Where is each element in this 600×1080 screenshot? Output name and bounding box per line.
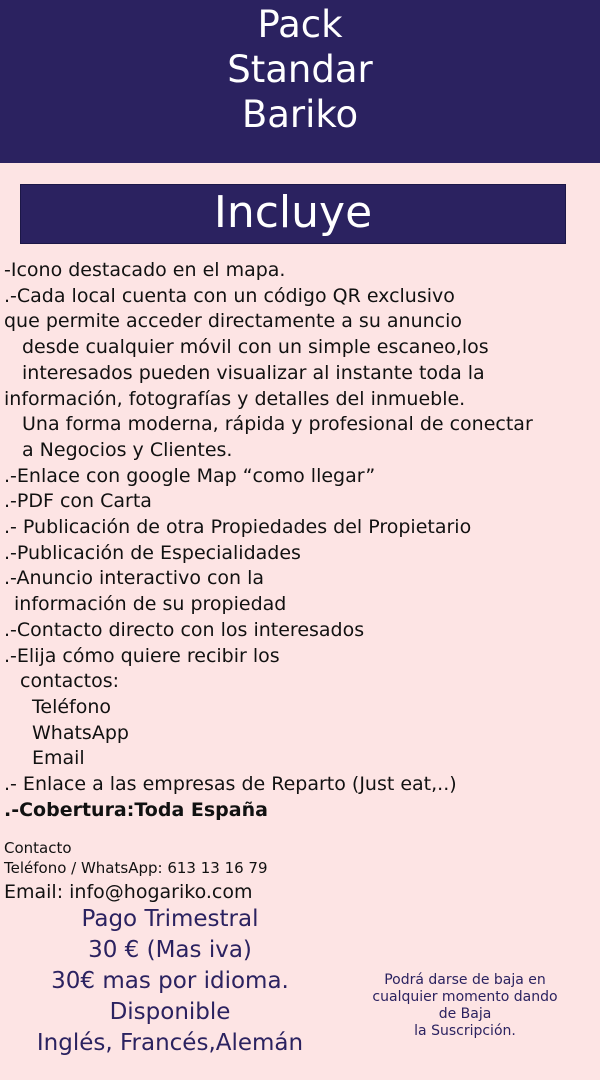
- feature-line: .-Cada local cuenta con un código QR exclusivo: [4, 284, 455, 307]
- feature-line: información de su propiedad: [14, 593, 287, 616]
- contact-label: Contacto: [4, 839, 72, 857]
- unsubscribe-line: Podrá darse de baja en: [384, 972, 546, 988]
- feature-line: información, fotografías y detalles del inmueble.: [4, 387, 466, 410]
- feature-line: contactos:: [20, 670, 120, 693]
- unsubscribe-line: la Suscripción.: [414, 1023, 516, 1039]
- unsubscribe-line: cualquier momento dando: [372, 989, 558, 1005]
- pricing-block: [0, 904, 340, 1059]
- feature-line: Una forma moderna, rápida y profesional de conectar: [22, 413, 533, 436]
- coverage-line: .-Cobertura:Toda España: [4, 798, 268, 821]
- includes-heading: Incluye: [20, 184, 566, 244]
- feature-line: interesados pueden visualizar al instante toda la: [22, 361, 485, 384]
- pricing-line: Pago Trimestral: [81, 906, 259, 932]
- pricing-line: Disponible: [109, 999, 231, 1025]
- pricing-line: Inglés, Francés,Alemán: [36, 1030, 304, 1056]
- pricing-line: 30€ mas por idioma.: [51, 968, 289, 994]
- feature-line: .- Enlace a las empresas de Reparto (Just eat,..): [4, 773, 457, 796]
- feature-line: que permite acceder directamente a su anuncio: [4, 310, 463, 333]
- feature-line: .-Enlace con google Map “como llegar”: [4, 464, 376, 487]
- contact-email: Email: info@hogariko.com: [4, 881, 253, 903]
- feature-line: .- Publicación de otra Propiedades del Propietario: [4, 516, 472, 539]
- feature-line: desde cualquier móvil con un simple escaneo,los: [22, 336, 489, 359]
- pricing-line: 30 € (Mas iva): [88, 937, 252, 963]
- header-title-line-2: Standar: [227, 48, 373, 91]
- header-banner: [0, 0, 600, 163]
- feature-line: .-Contacto directo con los interesados: [4, 618, 365, 641]
- feature-line: a Negocios y Clientes.: [22, 438, 233, 461]
- header-title-line-1: Pack: [257, 3, 343, 46]
- feature-line: -Icono destacado en el mapa.: [4, 259, 286, 281]
- feature-line: .-Elija cómo quiere recibir los: [4, 644, 280, 667]
- feature-line: .-Publicación de Especialidades: [4, 541, 301, 564]
- feature-line: .-Anuncio interactivo con la: [4, 567, 265, 590]
- header-title-line-3: Bariko: [241, 93, 359, 136]
- unsubscribe-note: [340, 972, 590, 1040]
- unsubscribe-line: de Baja: [438, 1006, 492, 1022]
- feature-line: .-PDF con Carta: [4, 490, 152, 513]
- features-list: [4, 258, 600, 823]
- contact-phone: Teléfono / WhatsApp: 613 13 16 79: [4, 859, 268, 877]
- feature-line: WhatsApp: [32, 721, 129, 744]
- feature-line: Email: [32, 747, 85, 770]
- feature-line: Teléfono: [32, 695, 112, 718]
